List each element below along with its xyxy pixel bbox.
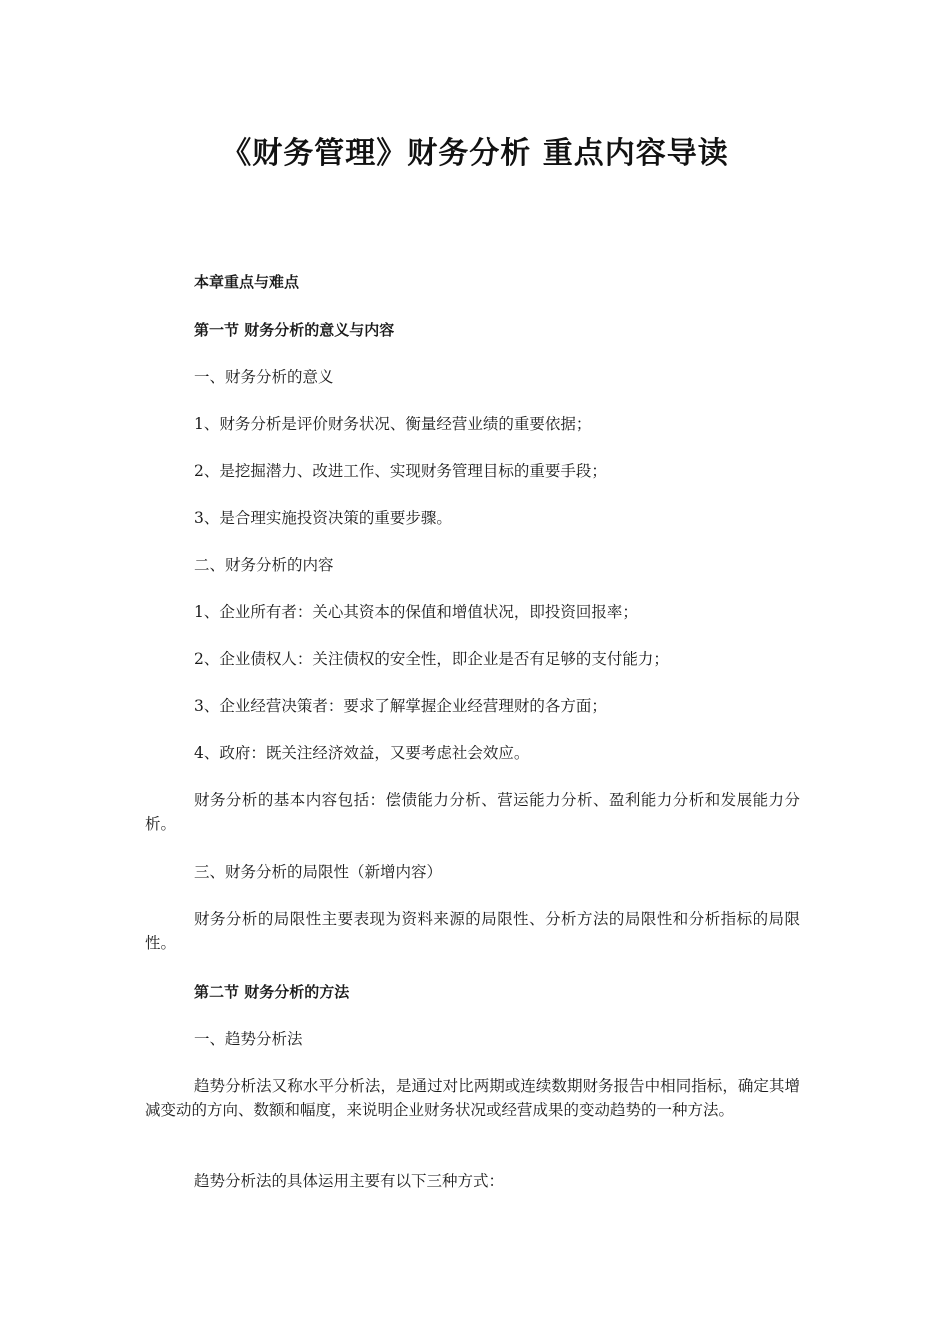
section1-part1-heading: 一、财务分析的意义 <box>194 368 334 386</box>
section1-part3-heading: 三、财务分析的局限性（新增内容） <box>194 863 443 881</box>
list-item: 1、企业所有者：关心其资本的保值和增值状况，即投资回报率； <box>194 603 638 621</box>
key-points-heading: 本章重点与难点 <box>194 273 300 291</box>
section2-heading: 第二节 财务分析的方法 <box>194 983 350 1001</box>
list-item: 4、政府：既关注经济效益，又要考虑社会效应。 <box>194 744 530 762</box>
trend-analysis-paragraph: 趋势分析法又称水平分析法，是通过对比两期或连续数期财务报告中相同指标，确定其增减变动的方向、数额和幅度，来说明企业财务状况或经营成果的变动趋势的一种方法。 <box>145 1077 800 1119</box>
list-item: 3、是合理实施投资决策的重要步骤。 <box>194 509 452 527</box>
section2-part1-heading: 一、趋势分析法 <box>194 1030 303 1048</box>
list-item: 1、财务分析是评价财务状况、衡量经营业绩的重要依据； <box>194 415 592 433</box>
limitations-paragraph: 财务分析的局限性主要表现为资料来源的局限性、分析方法的局限性和分析指标的局限性。 <box>145 910 800 952</box>
section1-heading: 第一节 财务分析的意义与内容 <box>194 321 395 339</box>
section1-part2-heading: 二、财务分析的内容 <box>194 556 334 574</box>
list-item: 2、企业债权人：关注债权的安全性，即企业是否有足够的支付能力； <box>194 650 669 668</box>
list-item: 2、是挖掘潜力、改进工作、实现财务管理目标的重要手段； <box>194 462 607 480</box>
trend-analysis-intro: 趋势分析法的具体运用主要有以下三种方式： <box>194 1172 505 1190</box>
analysis-content-summary: 财务分析的基本内容包括：偿债能力分析、营运能力分析、盈利能力分析和发展能力分析。 <box>145 791 800 833</box>
document-title: 《财务管理》财务分析 重点内容导读 <box>221 136 729 171</box>
list-item: 3、企业经营决策者：要求了解掌握企业经营理财的各方面； <box>194 697 607 715</box>
